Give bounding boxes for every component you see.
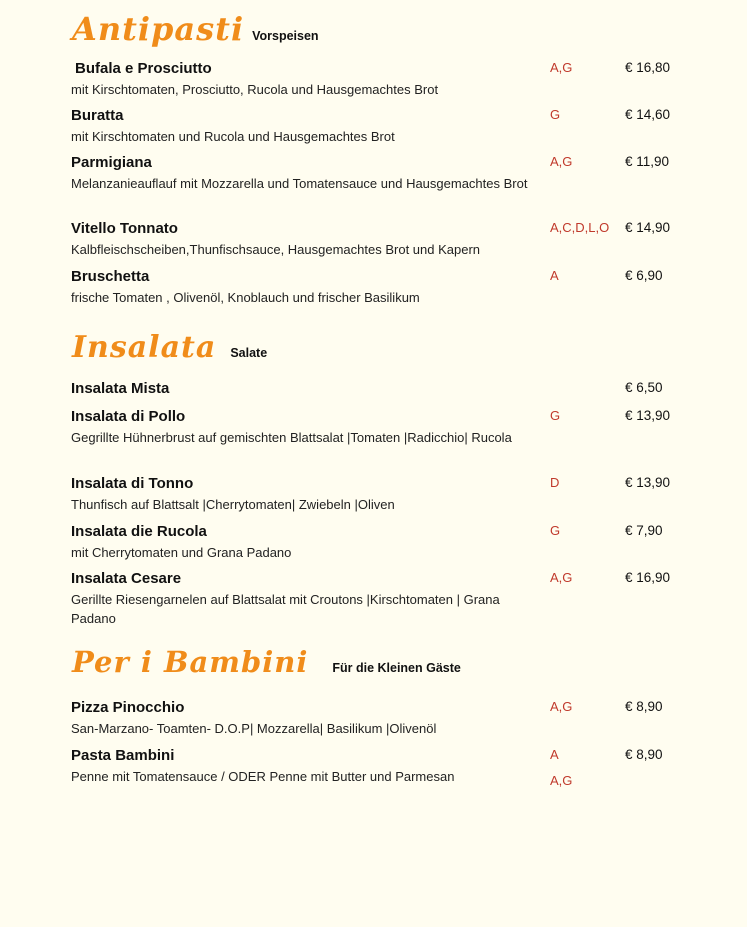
item-allergens: A [550,747,559,762]
item-description: Penne mit Tomatensauce / ODER Penne mit Butter und Parmesan [71,769,455,784]
section-title-bambini: Per i Bambini [72,645,309,679]
section-subtitle-antipasti: Vorspeisen [252,29,319,43]
item-price: € 11,90 [625,154,670,169]
item-name: Insalata Cesare [71,570,182,587]
item-description: Gegrillte Hühnerbrust auf gemischten Blattsalat |Tomaten |Radicchio| Rucola [71,430,512,445]
item-name: Bufala e Prosciutto [75,60,212,77]
item-name: Insalata di Tonno [71,475,194,492]
item-allergens-secondary: A,G [550,773,573,788]
menu-item-bufala [71,59,691,99]
menu-item-insalata-tonno [71,474,691,514]
item-price: € 13,90 [625,475,671,490]
item-description: Kalbfleischscheiben,Thunfischsauce, Hausgemachtes Brot und Kapern [71,242,481,257]
item-allergens: A,G [550,154,573,169]
item-price: € 7,90 [625,523,663,538]
item-allergens: A,C,D,L,O [550,220,610,235]
item-description: frische Tomaten , Olivenöl, Knoblauch und frischer Basilikum [71,290,420,305]
item-price: € 8,90 [625,747,663,762]
item-name: Insalata die Rucola [71,523,207,540]
item-price: € 16,80 [625,60,671,75]
item-name: Parmigiana [71,154,152,171]
menu-item-buratta [71,106,691,146]
item-price: € 13,90 [625,408,671,423]
section-title-antipasti: Antipasti [72,10,245,48]
item-allergens: A,G [550,60,573,75]
menu-item-bruschetta [71,267,691,307]
menu-item-vitello-tonnato [71,219,691,259]
menu-item-insalata-mista [71,379,691,399]
item-price: € 14,90 [625,220,671,235]
item-price: € 6,50 [625,380,663,395]
item-description: Thunfisch auf Blattsalt |Cherrytomaten| Zwiebeln |Oliven [71,497,395,512]
menu-item-pasta-bambini [71,746,691,786]
item-price: € 16,90 [625,570,671,585]
item-description: Melanzanieauflauf mit Mozzarella und Tomatensauce und Hausgemachtes Brot [71,176,528,191]
item-description: mit Kirschtomaten, Prosciutto, Rucola und Hausgemachtes Brot [71,82,439,97]
item-description: Gerillte Riesengarnelen auf Blattsalat mit Croutons |Kirschtomaten | Grana Padano [71,592,500,626]
item-name: Vitello Tonnato [71,220,178,237]
menu-item-insalata-cesare [71,569,691,628]
item-name: Pizza Pinocchio [71,699,185,716]
item-price: € 6,90 [625,268,663,283]
menu-item-parmigiana [71,153,691,193]
item-description: San-Marzano- Toamten- D.O.P| Mozzarella| Basilikum |Olivenöl [71,721,437,736]
item-allergens: A,G [550,699,573,714]
item-allergens: D [550,475,560,490]
section-title-insalata: Insalata [72,330,217,365]
item-name: Buratta [71,107,124,124]
item-price: € 8,90 [625,699,663,714]
menu-item-insalata-rucola [71,522,691,562]
section-subtitle-insalata: Salate [230,346,268,360]
section-header-antipasti [72,10,319,48]
item-allergens: G [550,408,561,423]
item-name: Bruschetta [71,268,150,285]
item-name: Insalata di Pollo [71,408,186,425]
menu-item-insalata-pollo [71,407,691,447]
item-allergens: A,G [550,570,573,585]
item-allergens: A [550,268,559,283]
section-subtitle-bambini: Für die Kleinen Gäste [332,661,461,675]
item-name: Insalata Mista [71,380,170,397]
item-allergens: G [550,523,561,538]
item-price: € 14,60 [625,107,671,122]
item-description: mit Kirschtomaten und Rucola und Hausgemachtes Brot [71,129,395,144]
menu-item-pizza-pinocchio [71,698,691,738]
item-description: mit Cherrytomaten und Grana Padano [71,545,292,560]
item-allergens: G [550,107,561,122]
section-header-bambini [72,645,461,679]
item-name: Pasta Bambini [71,747,175,764]
section-header-insalata [72,330,267,365]
